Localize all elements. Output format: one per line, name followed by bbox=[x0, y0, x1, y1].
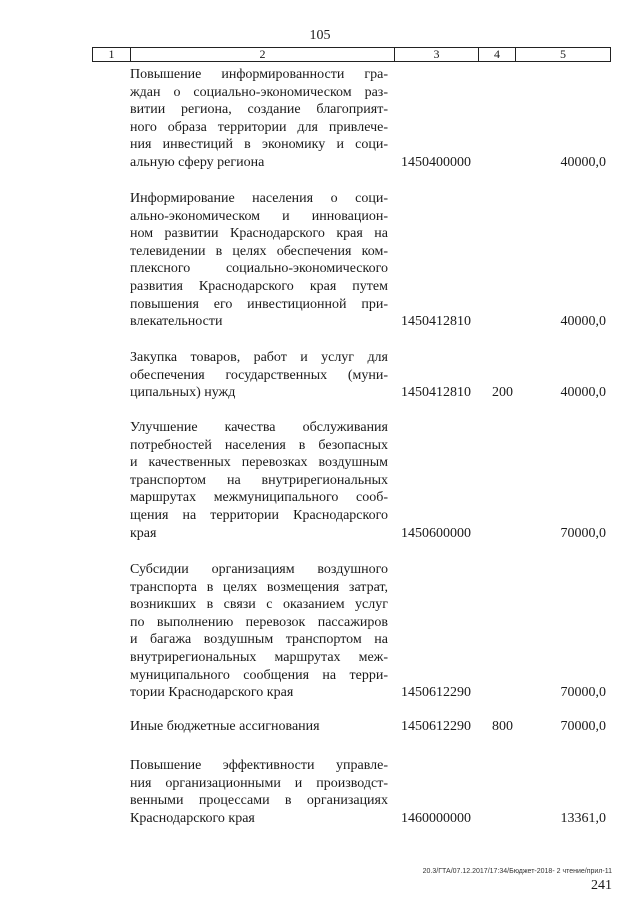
row-description bbox=[130, 349, 388, 402]
row-code: 1450400000 bbox=[401, 155, 471, 170]
description-line: Повышение информированности гра- bbox=[130, 67, 388, 82]
footer-reference: 20.3/ГТА/07.12.2017/17:34/Бюджет-2018- 2 чтение/прил-11 bbox=[422, 868, 612, 875]
table-header bbox=[92, 47, 611, 62]
row-expense-type: 800 bbox=[492, 719, 513, 734]
description-line: Субсидии организациям воздушного bbox=[130, 562, 388, 577]
description-line: края bbox=[130, 525, 157, 541]
description-line: телевидении в целях обеспечения ком- bbox=[130, 243, 388, 259]
header-col-1: 1 bbox=[93, 48, 131, 61]
row-amount: 70000,0 bbox=[560, 719, 606, 734]
header-col-4: 4 bbox=[479, 48, 516, 61]
description-line: транспорта в целях возмещения затрат, bbox=[130, 579, 388, 595]
row-code: 1460000000 bbox=[401, 810, 471, 826]
description-line: Иные бюджетные ассигнования bbox=[130, 719, 320, 734]
description-line: щения на территории Краснодарского bbox=[130, 507, 388, 523]
row-amount: 40000,0 bbox=[560, 155, 606, 170]
description-line: муниципального сообщения на терри- bbox=[130, 667, 388, 683]
row-description bbox=[130, 66, 388, 172]
description-line: ном развитии Краснодарского края на bbox=[130, 226, 388, 242]
description-line: ждан о социально-экономическом раз- bbox=[130, 84, 388, 100]
sheet-number: 241 bbox=[591, 878, 612, 893]
row-description bbox=[130, 561, 388, 702]
description-line: внутрирегиональных маршрутах меж- bbox=[130, 649, 388, 665]
row-description bbox=[130, 419, 388, 542]
description-line: маршрутах межмуниципального сооб- bbox=[130, 490, 388, 506]
row-code: 1450612290 bbox=[401, 685, 471, 701]
row-code: 1450612290 bbox=[401, 719, 471, 734]
description-line: Улучшение качества обслуживания bbox=[130, 420, 388, 435]
description-line: ально-экономическом и инновацион- bbox=[130, 208, 388, 224]
header-col-2: 2 bbox=[131, 48, 395, 61]
description-line: транспортом на внутрирегиональных bbox=[130, 472, 388, 488]
description-line: Информирование населения о соци- bbox=[130, 191, 388, 206]
description-line: возникших в связи с оказанием услуг bbox=[130, 597, 388, 613]
description-line: развития Краснодарского края путем bbox=[130, 278, 388, 294]
description-line: ного образа территории для привлече- bbox=[130, 119, 388, 135]
description-line: Краснодарского края bbox=[130, 810, 255, 826]
description-line: Закупка товаров, работ и услуг для bbox=[130, 350, 388, 365]
description-line: Повышение эффективности управле- bbox=[130, 758, 388, 773]
description-line: потребностей населения в безопасных bbox=[130, 437, 388, 453]
description-line: по выполнению перевозок пассажиров bbox=[130, 614, 388, 630]
description-line: ципальных) нужд bbox=[130, 385, 236, 401]
row-description bbox=[130, 757, 388, 827]
row-amount: 13361,0 bbox=[560, 810, 606, 826]
description-line: повышения его инвестиционной при- bbox=[130, 296, 388, 312]
header-col-5: 5 bbox=[560, 47, 566, 61]
description-line: и качественных перевозках воздушным bbox=[130, 455, 388, 471]
row-expense-type: 200 bbox=[492, 385, 513, 401]
description-line: альную сферу региона bbox=[130, 154, 265, 170]
description-line: витии региона, создание благоприят- bbox=[130, 102, 388, 118]
row-description bbox=[130, 718, 388, 736]
row-amount: 40000,0 bbox=[560, 385, 606, 401]
page-number: 105 bbox=[309, 28, 331, 43]
description-line: плексного социально-экономического bbox=[130, 261, 388, 277]
description-line: венными процессами в организациях bbox=[130, 793, 388, 809]
description-line: ния организационными и производст- bbox=[130, 775, 388, 791]
description-line: и багажа воздушным транспортом на bbox=[130, 632, 388, 648]
row-amount: 70000,0 bbox=[560, 685, 606, 701]
row-code: 1450412810 bbox=[401, 385, 471, 401]
description-line: влекательности bbox=[130, 314, 223, 330]
description-line: обеспечения государственных (муни- bbox=[130, 367, 388, 383]
header-col-3: 3 bbox=[395, 48, 479, 61]
row-description bbox=[130, 190, 388, 331]
description-line: ния инвестиций в экономику и соци- bbox=[130, 137, 388, 153]
row-amount: 70000,0 bbox=[560, 525, 606, 541]
row-amount: 40000,0 bbox=[560, 314, 606, 330]
description-line: тории Краснодарского края bbox=[130, 685, 294, 701]
row-code: 1450412810 bbox=[401, 314, 471, 330]
row-code: 1450600000 bbox=[401, 525, 471, 541]
